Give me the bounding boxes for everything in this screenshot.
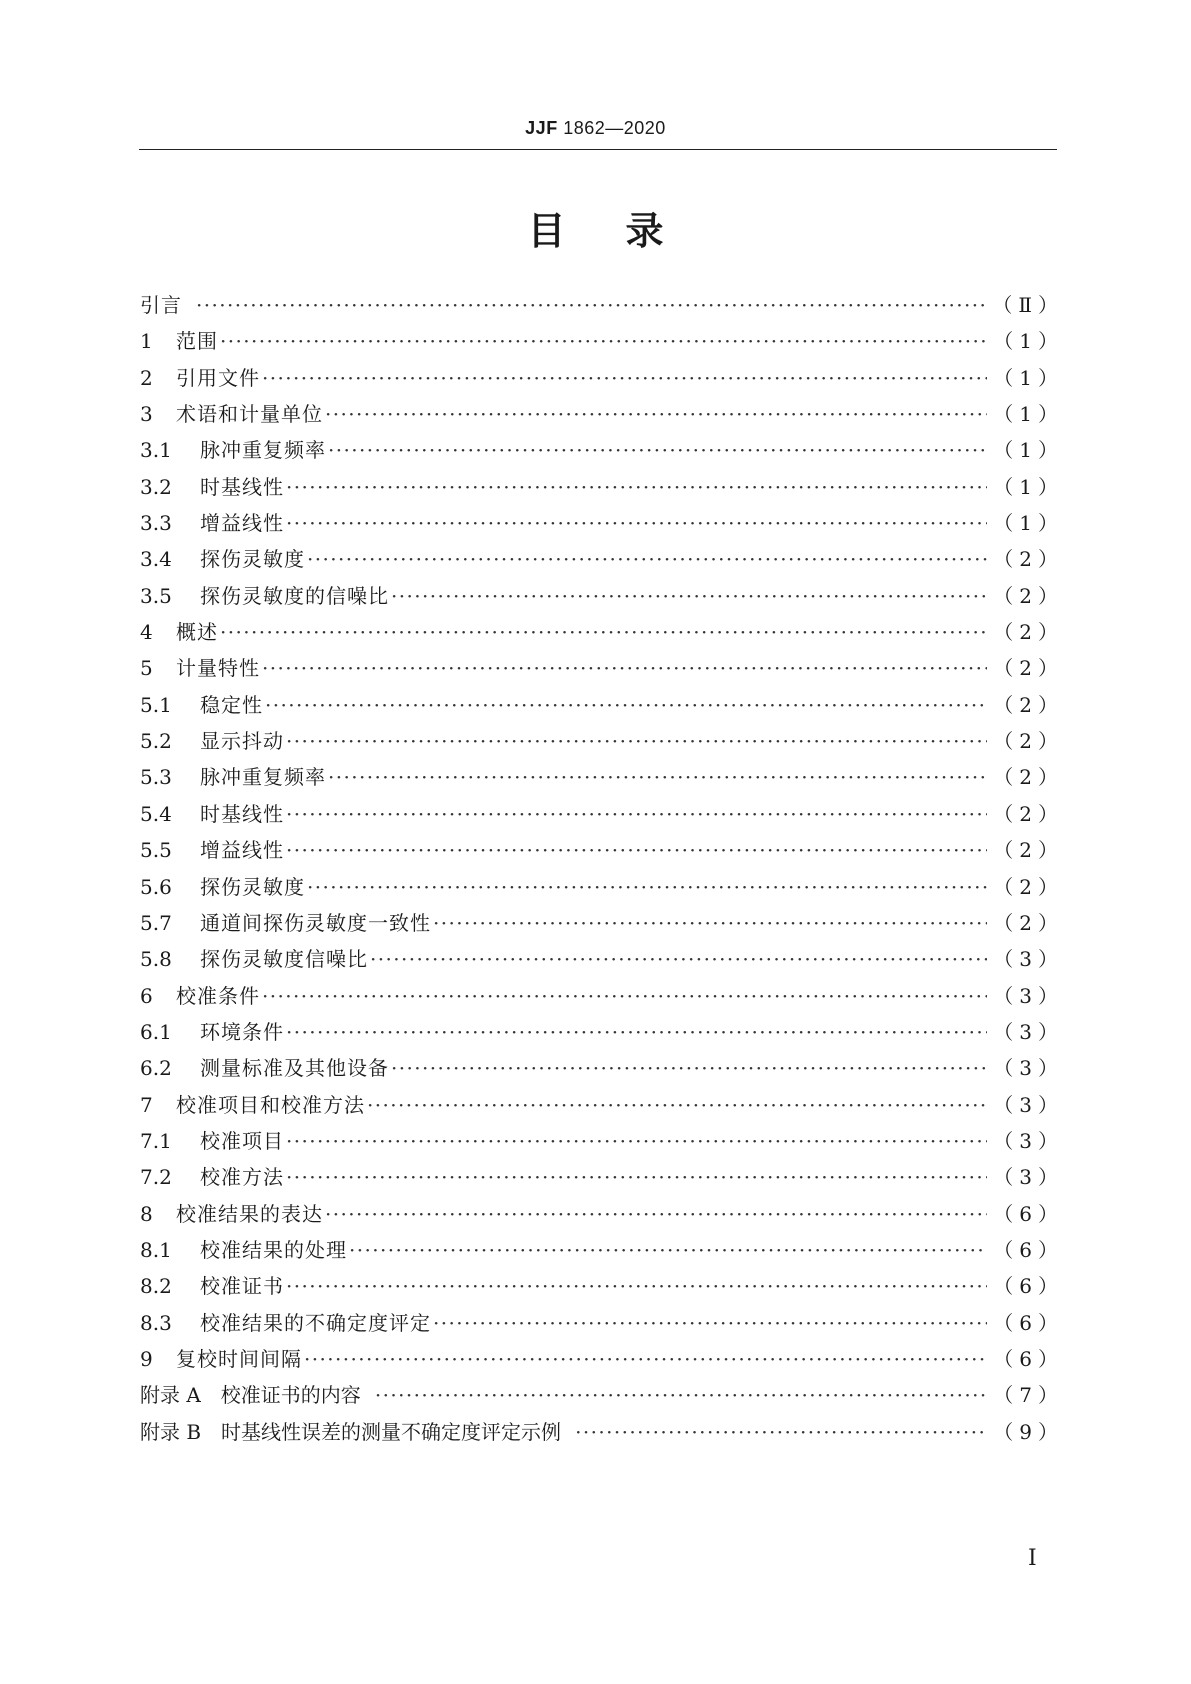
toc-entry-page: （2） bbox=[993, 910, 1064, 935]
toc-entry-label: 环境条件 bbox=[200, 1019, 284, 1044]
toc-entry-page: （2） bbox=[993, 583, 1064, 608]
toc-entry-number: 4 bbox=[140, 620, 153, 645]
toc-entry-page: （9） bbox=[993, 1419, 1064, 1444]
toc-entry-number: 7 bbox=[140, 1092, 153, 1117]
toc-entry-number: 5.1 bbox=[140, 692, 172, 717]
toc-entry-number: 3.5 bbox=[140, 583, 172, 608]
toc-entry[interactable] bbox=[140, 687, 1064, 723]
toc-entry-number: 5.6 bbox=[140, 874, 172, 899]
dot-leader bbox=[262, 650, 987, 686]
toc-entry-label: 校准条件 bbox=[176, 983, 260, 1008]
toc-entry[interactable] bbox=[140, 978, 1064, 1014]
toc-entry-page: （2） bbox=[993, 620, 1064, 645]
toc-entry-number: 5.4 bbox=[140, 801, 172, 826]
toc-entry-page: （1） bbox=[993, 329, 1064, 354]
toc-entry-page: （6） bbox=[993, 1274, 1064, 1299]
toc-entry-label: 脉冲重复频率 bbox=[200, 438, 326, 463]
toc-entry[interactable] bbox=[140, 578, 1064, 614]
toc-entry-number: 5 bbox=[140, 656, 153, 681]
toc-entry-label: 复校时间间隔 bbox=[176, 1346, 302, 1371]
dot-leader bbox=[196, 287, 986, 323]
toc-entry-page: （6） bbox=[993, 1237, 1064, 1262]
toc-entry[interactable] bbox=[140, 723, 1064, 759]
dot-leader bbox=[286, 1159, 987, 1195]
toc-entry-page: （7） bbox=[993, 1383, 1064, 1408]
toc-entry-page: （3） bbox=[993, 1128, 1064, 1153]
toc-entry-label: 增益线性 bbox=[200, 838, 284, 863]
toc-entry-label: 附录 A 校准证书的内容 bbox=[140, 1383, 361, 1408]
standard-code: 1862—2020 bbox=[563, 118, 666, 138]
dot-leader bbox=[433, 905, 987, 941]
dot-leader bbox=[328, 759, 987, 795]
toc-entry-label: 校准结果的不确定度评定 bbox=[200, 1310, 431, 1335]
toc-entry-number: 8 bbox=[140, 1201, 153, 1226]
toc-entry-label: 探伤灵敏度的信噪比 bbox=[200, 583, 389, 608]
toc-entry-page: （2） bbox=[993, 765, 1064, 790]
toc-entry-label: 探伤灵敏度信噪比 bbox=[200, 947, 368, 972]
toc-entry-number: 7.1 bbox=[140, 1128, 172, 1153]
toc-entry[interactable] bbox=[140, 1268, 1064, 1304]
toc-entry-number: 7.2 bbox=[140, 1165, 172, 1190]
toc-entry-label: 通道间探伤灵敏度一致性 bbox=[200, 910, 431, 935]
toc-entry[interactable] bbox=[140, 905, 1064, 941]
toc-entry-number: 5.7 bbox=[140, 910, 172, 935]
toc-entry-label: 时基线性 bbox=[200, 801, 284, 826]
toc-entry-label: 术语和计量单位 bbox=[176, 402, 323, 427]
toc-entry[interactable] bbox=[140, 1341, 1064, 1377]
page-title: 目录 bbox=[527, 209, 724, 253]
toc-entry-label: 稳定性 bbox=[200, 692, 263, 717]
dot-leader bbox=[286, 1268, 987, 1304]
toc-entry[interactable] bbox=[140, 614, 1064, 650]
toc-entry-label: 范围 bbox=[176, 329, 218, 354]
toc-entry[interactable] bbox=[140, 1014, 1064, 1050]
toc-entry-number: 3.1 bbox=[140, 438, 172, 463]
toc-entry-page: （3） bbox=[993, 983, 1064, 1008]
dot-leader bbox=[262, 978, 987, 1014]
toc-entry[interactable] bbox=[140, 1087, 1064, 1123]
dot-leader bbox=[286, 796, 987, 832]
toc-entry-page: （1） bbox=[993, 402, 1064, 427]
toc-entry-page: （2） bbox=[993, 656, 1064, 681]
dot-leader bbox=[307, 541, 987, 577]
dot-leader bbox=[286, 1014, 987, 1050]
toc-entry[interactable] bbox=[140, 832, 1064, 868]
dot-leader bbox=[286, 469, 987, 505]
toc-entry[interactable] bbox=[140, 541, 1064, 577]
dot-leader bbox=[575, 1414, 987, 1450]
toc-entry-page: （2） bbox=[993, 874, 1064, 899]
dot-leader bbox=[307, 869, 987, 905]
toc-entry-page: （3） bbox=[993, 1019, 1064, 1044]
toc-entry-number: 8.1 bbox=[140, 1237, 172, 1262]
dot-leader bbox=[328, 432, 987, 468]
table-of-contents bbox=[140, 287, 1064, 1450]
toc-entry[interactable] bbox=[140, 1050, 1064, 1086]
toc-entry-number: 3.2 bbox=[140, 474, 172, 499]
toc-entry-page: （2） bbox=[993, 801, 1064, 826]
dot-leader bbox=[325, 396, 987, 432]
toc-entry[interactable] bbox=[140, 1377, 1064, 1413]
toc-entry-number: 6.1 bbox=[140, 1019, 172, 1044]
toc-entry-label: 探伤灵敏度 bbox=[200, 547, 305, 572]
toc-entry-number: 1 bbox=[140, 329, 153, 354]
toc-entry-page: （1） bbox=[993, 511, 1064, 536]
dot-leader bbox=[375, 1377, 987, 1413]
dot-leader bbox=[286, 1123, 987, 1159]
toc-entry-number: 2 bbox=[140, 365, 153, 390]
toc-entry-label: 引言 bbox=[140, 293, 182, 317]
dot-leader bbox=[286, 832, 987, 868]
document-header bbox=[0, 118, 1191, 139]
toc-entry-label: 增益线性 bbox=[200, 511, 284, 536]
header-divider bbox=[139, 149, 1057, 150]
toc-entry-page: （3） bbox=[993, 947, 1064, 972]
toc-entry-number: 5.2 bbox=[140, 729, 172, 754]
toc-entry-page: （2） bbox=[993, 692, 1064, 717]
toc-entry[interactable] bbox=[140, 1159, 1064, 1195]
toc-entry-label: 测量标准及其他设备 bbox=[200, 1056, 389, 1081]
dot-leader bbox=[433, 1305, 987, 1341]
dot-leader bbox=[265, 687, 987, 723]
toc-entry-page: （2） bbox=[993, 838, 1064, 863]
dot-leader bbox=[370, 941, 987, 977]
dot-leader bbox=[286, 505, 987, 541]
toc-entry[interactable] bbox=[140, 759, 1064, 795]
toc-entry-label: 校准方法 bbox=[200, 1165, 284, 1190]
toc-entry-label: 引用文件 bbox=[176, 365, 260, 390]
toc-entry[interactable] bbox=[140, 287, 1064, 323]
toc-entry-page: （6） bbox=[993, 1310, 1064, 1335]
toc-entry-page: （2） bbox=[993, 547, 1064, 572]
toc-entry-label: 校准项目和校准方法 bbox=[176, 1092, 365, 1117]
toc-entry-label: 概述 bbox=[176, 620, 218, 645]
toc-entry[interactable] bbox=[140, 396, 1064, 432]
toc-entry-page: （6） bbox=[993, 1201, 1064, 1226]
toc-entry-number: 6 bbox=[140, 983, 153, 1008]
toc-entry[interactable] bbox=[140, 796, 1064, 832]
toc-entry-number: 8.2 bbox=[140, 1274, 172, 1299]
toc-entry-number: 5.8 bbox=[140, 947, 172, 972]
toc-entry[interactable] bbox=[140, 941, 1064, 977]
dot-leader bbox=[367, 1087, 987, 1123]
toc-entry-label: 探伤灵敏度 bbox=[200, 874, 305, 899]
dot-leader bbox=[286, 723, 987, 759]
toc-entry[interactable] bbox=[140, 1305, 1064, 1341]
toc-entry-number: 3.3 bbox=[140, 511, 172, 536]
toc-entry[interactable] bbox=[140, 469, 1064, 505]
dot-leader bbox=[325, 1196, 987, 1232]
toc-entry-page: （1） bbox=[993, 365, 1064, 390]
dot-leader bbox=[220, 323, 987, 359]
standard-prefix: JJF bbox=[525, 118, 558, 138]
toc-entry[interactable] bbox=[140, 1414, 1064, 1450]
toc-entry-number: 5.5 bbox=[140, 838, 172, 863]
toc-entry-page: （3） bbox=[993, 1165, 1064, 1190]
toc-entry-label: 显示抖动 bbox=[200, 729, 284, 754]
toc-entry[interactable] bbox=[140, 432, 1064, 468]
toc-entry[interactable] bbox=[140, 650, 1064, 686]
dot-leader bbox=[391, 1050, 987, 1086]
toc-entry-page: （3） bbox=[993, 1092, 1064, 1117]
toc-entry[interactable] bbox=[140, 1123, 1064, 1159]
toc-entry-number: 3.4 bbox=[140, 547, 172, 572]
toc-entry[interactable] bbox=[140, 505, 1064, 541]
toc-entry-number: 9 bbox=[140, 1346, 153, 1371]
toc-entry-label: 附录 B 时基线性误差的测量不确定度评定示例 bbox=[140, 1419, 562, 1444]
dot-leader bbox=[304, 1341, 987, 1377]
toc-entry-number: 5.3 bbox=[140, 765, 172, 790]
toc-entry-number: 6.2 bbox=[140, 1056, 172, 1081]
toc-entry[interactable] bbox=[140, 1196, 1064, 1232]
toc-entry-page: （2） bbox=[993, 729, 1064, 754]
dot-leader bbox=[349, 1232, 987, 1268]
toc-entry-page: （Ⅱ） bbox=[992, 293, 1064, 317]
toc-entry-number: 3 bbox=[140, 402, 153, 427]
toc-entry-label: 脉冲重复频率 bbox=[200, 765, 326, 790]
dot-leader bbox=[391, 578, 987, 614]
toc-entry[interactable] bbox=[140, 323, 1064, 359]
toc-entry-page: （3） bbox=[993, 1056, 1064, 1081]
toc-entry[interactable] bbox=[140, 869, 1064, 905]
toc-entry-label: 校准项目 bbox=[200, 1128, 284, 1153]
toc-entry-page: （1） bbox=[993, 474, 1064, 499]
toc-entry-label: 校准结果的表达 bbox=[176, 1201, 323, 1226]
toc-entry-label: 校准结果的处理 bbox=[200, 1237, 347, 1262]
dot-leader bbox=[220, 614, 987, 650]
page-number: I bbox=[1028, 1546, 1037, 1571]
toc-entry-number: 8.3 bbox=[140, 1310, 172, 1335]
toc-entry-label: 时基线性 bbox=[200, 474, 284, 499]
toc-entry[interactable] bbox=[140, 1232, 1064, 1268]
toc-entry-page: （1） bbox=[993, 438, 1064, 463]
dot-leader bbox=[262, 360, 987, 396]
toc-entry-label: 计量特性 bbox=[176, 656, 260, 681]
toc-entry-label: 校准证书 bbox=[200, 1274, 284, 1299]
toc-entry-page: （6） bbox=[993, 1346, 1064, 1371]
toc-entry[interactable] bbox=[140, 360, 1064, 396]
